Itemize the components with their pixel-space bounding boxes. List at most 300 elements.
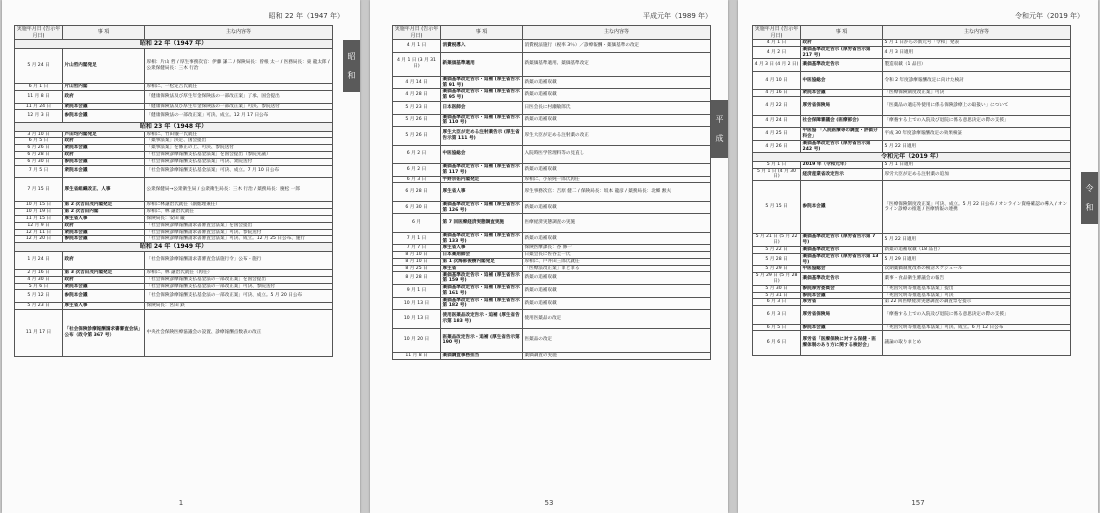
table-row [753,46,1071,59]
cell-item: 政府 [801,40,883,47]
table-row [753,247,1071,254]
cell-content: 「薬事法案」決定、国会提出 [145,138,333,145]
era-label: 平成元年（1989 年） [642,12,712,20]
cell-content: 新薬の追補収載 [523,232,711,245]
cell-content: 「健康保険法の一部改正案」可決、成立。12 月 17 日公布 [145,110,333,123]
cell-date: 4 月 26 日 [753,140,801,153]
cell-content: 新薬の追補収載 [523,201,711,214]
cell-item: 第 1 次海部俊樹内閣発足 [441,258,523,265]
cell-item: 宇野宗佑内閣発足 [441,176,523,183]
cell-date: 11 月 8 日 [393,352,441,359]
header-content: 主な内容等 [523,26,711,40]
cell-item: 経済産業省改定告示 [801,168,883,181]
cell-date: 6 月 30 日 [15,158,63,165]
cell-content: 「社会保険診療報酬支払基金法案」可決、衆院送付 [145,158,333,165]
table-row [15,103,333,110]
table-row [753,306,1071,324]
cell-date: 6 月 28 日 [393,183,441,201]
cell-content: 製造収載（1 品目） [883,59,1071,72]
chronology-table [392,25,711,360]
cell-date: 10 月 15 日 [15,202,63,209]
table-row [753,273,1071,286]
cell-date: 5 月 29 日 [753,266,801,273]
cell-item: 薬価基準改定告示・追補 (厚生省告示第 117 号) [441,163,523,176]
cell-content: 令和 2 年度診療報酬改定に向けた検討 [883,71,1071,89]
cell-date: 5 月 29 日 (5 月 28 日) [753,273,801,286]
cell-item: 「社会保険診療報酬請求書審査会法」公布（政令第 367 号） [63,309,145,356]
cell-date: 8 月 28 日 [393,272,441,285]
cell-date: 4 月 2 日 [753,46,801,59]
cell-content: 5 月 22 日適用 [883,140,1071,153]
table-row [393,52,711,76]
cell-item: 厚生省組織改正、人事 [63,178,145,202]
cell-item: 厚生省 [441,265,523,272]
cell-content: 「死因究明等推進基本法案」可決 [883,292,1071,299]
cell-date: 5 月 23 日 [15,303,63,310]
cell-date: 4 月 25 日 [753,128,801,141]
cell-date: 8 月 10 日 [393,258,441,265]
chronology-table [14,25,333,357]
cell-item: 衆院本会議 [63,283,145,290]
cell-date: 5 月 26 日 [393,127,441,145]
cell-date: 4 月 30 日 [15,276,63,283]
cell-content: 厚生事務次官：吉原 健二 / 保険局長：坂本 龍彦 / 薬務局長：北郷 勲夫 [523,183,711,201]
table-row [15,110,333,123]
cell-item: 参院本会議 [801,324,883,331]
table-header [753,26,1071,40]
cell-date: 12 月 3 日 [15,110,63,123]
table-row [15,84,333,91]
year-heading-label: 昭和 22 年（1947 年） [15,40,333,49]
table-row [393,214,711,232]
cell-item: 政府 [63,251,145,269]
cell-date: 12 月 11 日 [15,229,63,236]
table-row [753,331,1071,355]
table-row [753,285,1071,292]
cell-content: 第 22 回医療経済実態調査の調査票を提示 [883,299,1071,306]
table-row [753,161,1071,168]
cell-date: 6 月 3 日 [393,176,441,183]
cell-item: 厚労省保険局 [801,97,883,115]
cell-date: 11 月 15 日 [15,215,63,222]
table-row [753,71,1071,89]
cell-date: 4 月 1 日 (3 月 31 日) [393,52,441,76]
table-row [753,140,1071,153]
table-row [15,270,333,277]
cell-date: 10 月 13 日 [393,297,441,310]
table-row [15,138,333,145]
table-row [393,101,711,114]
cell-item: 中医協総会 [801,266,883,273]
cell-item: 薬価基準改定告示 [801,59,883,72]
cell-item: 片山哲内閣 [63,84,145,91]
table-row [393,183,711,201]
cell-item: 参院厚労委員会 [801,285,883,292]
page-number: 1 [178,499,184,507]
table-row [393,310,711,328]
table-row [753,324,1071,331]
cell-content: 厚相に、戸井田三郎氏就任 [523,258,711,265]
cell-item: 使用医薬品改定告示・追補 (厚生省告示第 183 号) [441,310,523,328]
cell-date: 5 月 1 日 [753,161,801,168]
table-row [753,181,1071,234]
cell-item: 厚生省人事 [63,303,145,310]
table-row [393,76,711,89]
cell-content: 「社会保険診療報酬請求書審査会法施行令」公布・施行 [145,251,333,269]
table-row [753,299,1071,306]
cell-item: 2019 年（令和元年） [801,161,883,168]
cell-content: 「社会保険診療報酬支払基金法の一部改正案」を国会提出 [145,276,333,283]
table-row [15,48,333,84]
cell-content: 医薬品の改定 [523,328,711,352]
table-row [393,258,711,265]
cell-date: 3 月 10 日 [15,131,63,138]
cell-item: 薬価基準改定告示 [801,247,883,254]
cell-item: 厚労省保険局 [801,306,883,324]
header-item: 事 項 [63,26,145,40]
cell-date: 11 月 17 日 [15,309,63,356]
cell-date: 10 月 19 日 [15,209,63,216]
table-row [753,168,1071,181]
cell-item: 第 3 次吉田茂内閣発足 [63,270,145,277]
cell-item: 薬価基準改定告示 (厚労省告示第 7 号) [801,234,883,247]
era-tab: 令 和 [1081,172,1098,224]
cell-content: 入院時医学管理料等の見直し [523,145,711,163]
cell-date: 5 月 12 日 [15,290,63,303]
chronology-table [752,25,1071,356]
cell-item: 第 7 回医療経済実態調査実施 [441,214,523,232]
cell-date: 11 月 24 日 [15,103,63,110]
cell-content: 厚相に、林 譲治氏就任（再任） [145,270,333,277]
cell-content: 保険局長：安田 巌 [145,215,333,222]
cell-content: 「社会保険診療報酬支払基金法案」可決、成立。7 月 10 日公布 [145,165,333,178]
table-row [393,352,711,359]
cell-date: 4 月 24 日 [753,115,801,128]
cell-content: 議論の取りまとめ [883,331,1071,355]
table-row [15,165,333,178]
cell-date: 6 月 5 日 [15,138,63,145]
cell-item: 薬価基準改定告示・追補 (厚生省告示第 91 号) [441,76,523,89]
cell-item: 厚労省「医療保険に対する保健・医療体制のあり方に関する検討会」 [801,331,883,355]
table-row [393,272,711,285]
table-row [15,303,333,310]
cell-item: 新薬価基準適用 [441,52,523,76]
cell-item: 政府 [63,276,145,283]
table-row [15,202,333,209]
cell-date: 2 月 16 日 [15,270,63,277]
cell-item: 政府 [63,138,145,145]
cell-item: 医薬品改定告示・追補 (厚生省告示第 190 号) [441,328,523,352]
cell-content: 厚相に、一松定吉氏就任 [145,84,333,91]
cell-content: 薬事・食品衛生審議会の報告 [883,273,1071,286]
page-number: 53 [544,499,554,507]
table-row [753,253,1071,266]
table-row [393,89,711,102]
table-row [15,309,333,356]
table-row [393,114,711,127]
cell-content: 「社会保険診療報酬請求書審査会法案」可決、参院送付 [145,229,333,236]
cell-date: 5 月 6 日 [15,283,63,290]
cell-content: 「薬事法案」を修正の上、可決、参院送付 [145,145,333,152]
cell-item: 薬価基準改定告示・追補 (厚生省告示第 159 号) [441,272,523,285]
cell-content: 公衆保健局→公衆衛生局 / 公衆衛生局長：三木 行治 / 薬務局長：慶松 一郎 [145,178,333,202]
table-row [393,245,711,252]
table-row [15,251,333,269]
cell-item: 片山哲内閣発足 [63,48,145,84]
cell-content: 新薬の追補収載 [523,285,711,298]
cell-date: 6 月 28 日 [15,151,63,158]
cell-item: 厚生大臣が定める注射薬告示 (厚生省告示第 111 号) [441,127,523,145]
header-item: 事 項 [441,26,523,40]
cell-item: 第 2 次吉田内閣 [63,209,145,216]
era-label: 昭和 22 年（1947 年） [268,12,344,20]
cell-content: 新薬の追補収載 [523,76,711,89]
era-label: 令和元年（2019 年） [1014,12,1084,20]
table-row [15,158,333,165]
cell-content: 「療養する上での入院及び退院に係る意思決定の際の支援」 [883,306,1071,324]
cell-content: 新薬の追補収載 [523,114,711,127]
cell-item: 参院本会議 [801,292,883,299]
table-row [753,292,1071,299]
cell-date: 7 月 15 日 [15,178,63,202]
page-right [738,0,1098,513]
year-heading-label: 令和元年（2019 年） [753,153,1071,162]
table-header [393,26,711,40]
table-row [753,90,1071,97]
cell-content: 「健康保険法及び厚生年金保険法の一部改正案」了承、国会提出 [145,91,333,104]
header-content: 主な内容等 [883,26,1071,40]
cell-date: 6 月 26 日 [15,145,63,152]
cell-date: 5 月 28 日 [753,253,801,266]
table-row [393,40,711,53]
table-row [393,297,711,310]
cell-date: 6 月 2 日 [393,163,441,176]
cell-item: 衆院本会議 [63,165,145,178]
table-row [753,266,1071,273]
cell-date: 7 月 1 日 [393,232,441,245]
cell-date: 4 月 14 日 [393,76,441,89]
year-heading [15,123,333,132]
table-row [753,234,1071,247]
page-left [2,0,360,513]
cell-content: 中央社会保険医療協議会の設置、診療報酬点数表の改正 [145,309,333,356]
cell-date: 6 月 6 日 [753,331,801,355]
cell-date: 6 月 3 日 [753,306,801,324]
cell-item: 衆院本会議 [63,103,145,110]
table-row [393,265,711,272]
cell-content: 新薬価基準適用、薬価基準改定 [523,52,711,76]
cell-date: 5 月 31 日 [753,292,801,299]
cell-date: 4 月 1 日 [393,40,441,53]
cell-item: 衆院本会議 [63,229,145,236]
table-header [15,26,333,40]
cell-content: 「社会保険診療報酬支払基金法の一部改正案」可決、参院送付 [145,283,333,290]
cell-item: 薬価調査事務担当 [441,352,523,359]
year-heading [15,40,333,49]
cell-date: 7 月 5 日 [15,165,63,178]
cell-item: 薬価基準改定告示・追補 (厚生省告示第 133 号) [441,232,523,245]
table-row [15,209,333,216]
page-center [370,0,728,513]
cell-date: 6 月 1 日 [15,84,63,91]
cell-content: 新薬の追補収載 [523,163,711,176]
table-row [393,163,711,176]
table-row [15,229,333,236]
cell-content: 保険医療課長：谷 修一 [523,245,711,252]
cell-date: 10 月 20 日 [393,328,441,352]
cell-content: 厚相に林譲治氏就任（副総理兼任） [145,202,333,209]
cell-content: 厚生大臣が定める注射薬の改正 [523,127,711,145]
cell-date: 7 月 7 日 [393,245,441,252]
table-row [393,176,711,183]
cell-content: 「医療法改正案」まとまる [523,265,711,272]
cell-item: 参院本会議 [63,290,145,303]
cell-item: 消費税導入 [441,40,523,53]
cell-content: 「社会保険診療報酬請求書審査会法案」を国会提出 [145,222,333,229]
table-row [15,222,333,229]
table-row [15,145,333,152]
cell-content: 「医療保険制度改正案」可決、成立。5 月 22 日公布 / オンライン資格確認の導入 / オンライン診療の推進 / 医療情報の連携 [883,181,1071,234]
year-heading-label: 昭和 23 年（1948 年） [15,123,333,132]
cell-item: 衆院本会議 [801,90,883,97]
cell-item: 社会保障審議会 (医療部会) [801,115,883,128]
table-row [753,40,1071,47]
cell-content: 厚相に、小泉純一郎氏再任 [523,176,711,183]
cell-item: 日本医師会 [441,101,523,114]
cell-item: 薬価基準改定告示 [801,273,883,286]
cell-date: 4 月 10 日 [753,71,801,89]
cell-content: 5 月 1 日からの新元号「令和」発表 [883,40,1071,47]
header-content: 主な内容等 [145,26,333,40]
cell-item: 参院本会議 [63,110,145,123]
cell-content: 薬価調査の実施 [523,352,711,359]
cell-date: 4 月 16 日 [753,90,801,97]
year-heading-label: 昭和 24 年（1949 年） [15,243,333,252]
cell-item: 政府 [63,222,145,229]
cell-item: 薬価基準改定告示・追補 (厚生省告示第 110 号) [441,114,523,127]
cell-item: 厚生省人事 [63,215,145,222]
cell-content: 5 月 22 日適用 [883,234,1071,247]
table-row [15,290,333,303]
cell-content: 「死因究明等推進基本法案」可決、成立。6 月 12 日公布 [883,324,1071,331]
cell-date: 5 月 23 日 [393,101,441,114]
header-date: 実施年月日 (告示年月日) [753,26,801,40]
cell-date: 6 月 3 日 [753,299,801,306]
cell-content: 「健康保険法及び厚生年金保険法の一部改正案」可決、参院送付 [145,103,333,110]
cell-content: 「医薬品の適応外使用に係る保険診療上の取扱い」について [883,97,1071,115]
cell-content: 「社会保険診療報酬支払基金法の一部改正案」可決、成立。5 月 20 日公布 [145,290,333,303]
cell-date: 4 月 3 日 (4 月 2 日) [753,59,801,72]
cell-item: 薬価基準改定告示・追補 (厚生省告示第 126 号) [441,201,523,214]
table-row [393,328,711,352]
cell-content: 消費税法施行（税率 3％）／診療報酬・薬価基準の改定 [523,40,711,53]
year-heading [753,153,1071,162]
cell-date: 10 月 13 日 [393,310,441,328]
cell-date: 5 月 1 日 (4 月 30 日) [753,168,801,181]
cell-date: 4 月 1 日 [753,40,801,47]
cell-date: 12 月 20 日 [15,236,63,243]
cell-content: 「社会保険診療報酬支払基金法案」を国会提出（参院先議） [145,151,333,158]
cell-content: 厚労大臣が定める注射薬の追加 [883,168,1071,181]
cell-date: 6 月 5 日 [753,324,801,331]
cell-item: 中医協 「入院医療等の調査・評価分科会」 [801,128,883,141]
table-row [393,127,711,145]
cell-content: 5 月 1 日適用 [883,161,1071,168]
cell-item: 中医協総会 [441,145,523,163]
cell-item: 参院本会議 [63,236,145,243]
table-row [393,252,711,259]
table-row [15,151,333,158]
cell-item: 衆院本会議 [63,145,145,152]
cell-item: 参院本会議 [63,158,145,165]
cell-item: 厚労省 [801,299,883,306]
table-row [15,215,333,222]
table-row [15,178,333,202]
cell-date: 12 月 9 日 [15,222,63,229]
cell-content: 日薬会長に佐谷圭一氏 [523,252,711,259]
header-item: 事 項 [801,26,883,40]
cell-content: 保険局長：宮田 鉄 [145,303,333,310]
header-date: 実施年月日 (告示年月日) [15,26,63,40]
table-row [753,59,1071,72]
cell-content: 厚相に、竹田儀一氏就任 [145,131,333,138]
cell-date: 6 月 30 日 [393,201,441,214]
cell-item: 厚生省人事 [441,183,523,201]
cell-content: 使用医薬品の改定 [523,310,711,328]
page-number: 157 [911,499,925,507]
cell-item: 薬価基準改定告示・追補 (厚生省告示第 182 号) [441,297,523,310]
cell-date: 5 月 22 日 [753,247,801,254]
header-date: 実施年月日 (告示年月日) [393,26,441,40]
cell-content: 厚相：片山 哲 / 厚生事務次官：伊藤 謙二 / 保険局長：曾根 太一 / 医務局長：東 龍太郎 / 公衆保健局長：三木 行治 [145,48,333,84]
table-row [393,201,711,214]
cell-content: 新薬の追補収載 [523,89,711,102]
cell-content: 「医療保険制度改正案」可決 [883,90,1071,97]
cell-date: 4 月 28 日 [393,89,441,102]
cell-date: 4 月 22 日 [753,97,801,115]
table-row [393,145,711,163]
cell-item: 薬価基準改定告示 (厚労省告示第 13 号) [801,253,883,266]
cell-item: 政府 [63,91,145,104]
cell-item: 薬価基準改定告示 (厚労省告示第 242 号) [801,140,883,153]
table-row [15,276,333,283]
cell-content: 「社会保険診療報酬請求書審査会法案」可決、成立。12 月 25 日公布、施行 [145,236,333,243]
table-row [15,236,333,243]
era-tab: 平 成 [711,100,728,158]
cell-content: 4 月 3 日適用 [883,46,1071,59]
cell-date: 11 月 8 日 [15,91,63,104]
table-row [15,91,333,104]
cell-content: 「療養する上での入院及び退院に係る意思決定の際の支援」 [883,115,1071,128]
cell-date: 8 月 25 日 [393,265,441,272]
cell-content: 平成 30 年度診療報酬改定の効果検証 [883,128,1071,141]
cell-date: 6 月 [393,214,441,232]
cell-date: 5 月 24 日 [15,48,63,84]
cell-item: 日本薬剤師会 [441,252,523,259]
cell-item: 政府 [63,151,145,158]
table-row [753,97,1071,115]
table-row [393,285,711,298]
table-row [15,131,333,138]
cell-item: 厚生省人事 [441,245,523,252]
era-tab: 昭 和 [343,40,360,92]
cell-item: 中医協総会 [801,71,883,89]
cell-item: 参院本会議 [801,181,883,234]
cell-content: 新薬の追補収載 [523,297,711,310]
cell-date: 1 月 24 日 [15,251,63,269]
table-row [393,232,711,245]
cell-date: 8 月 10 日 [393,252,441,259]
